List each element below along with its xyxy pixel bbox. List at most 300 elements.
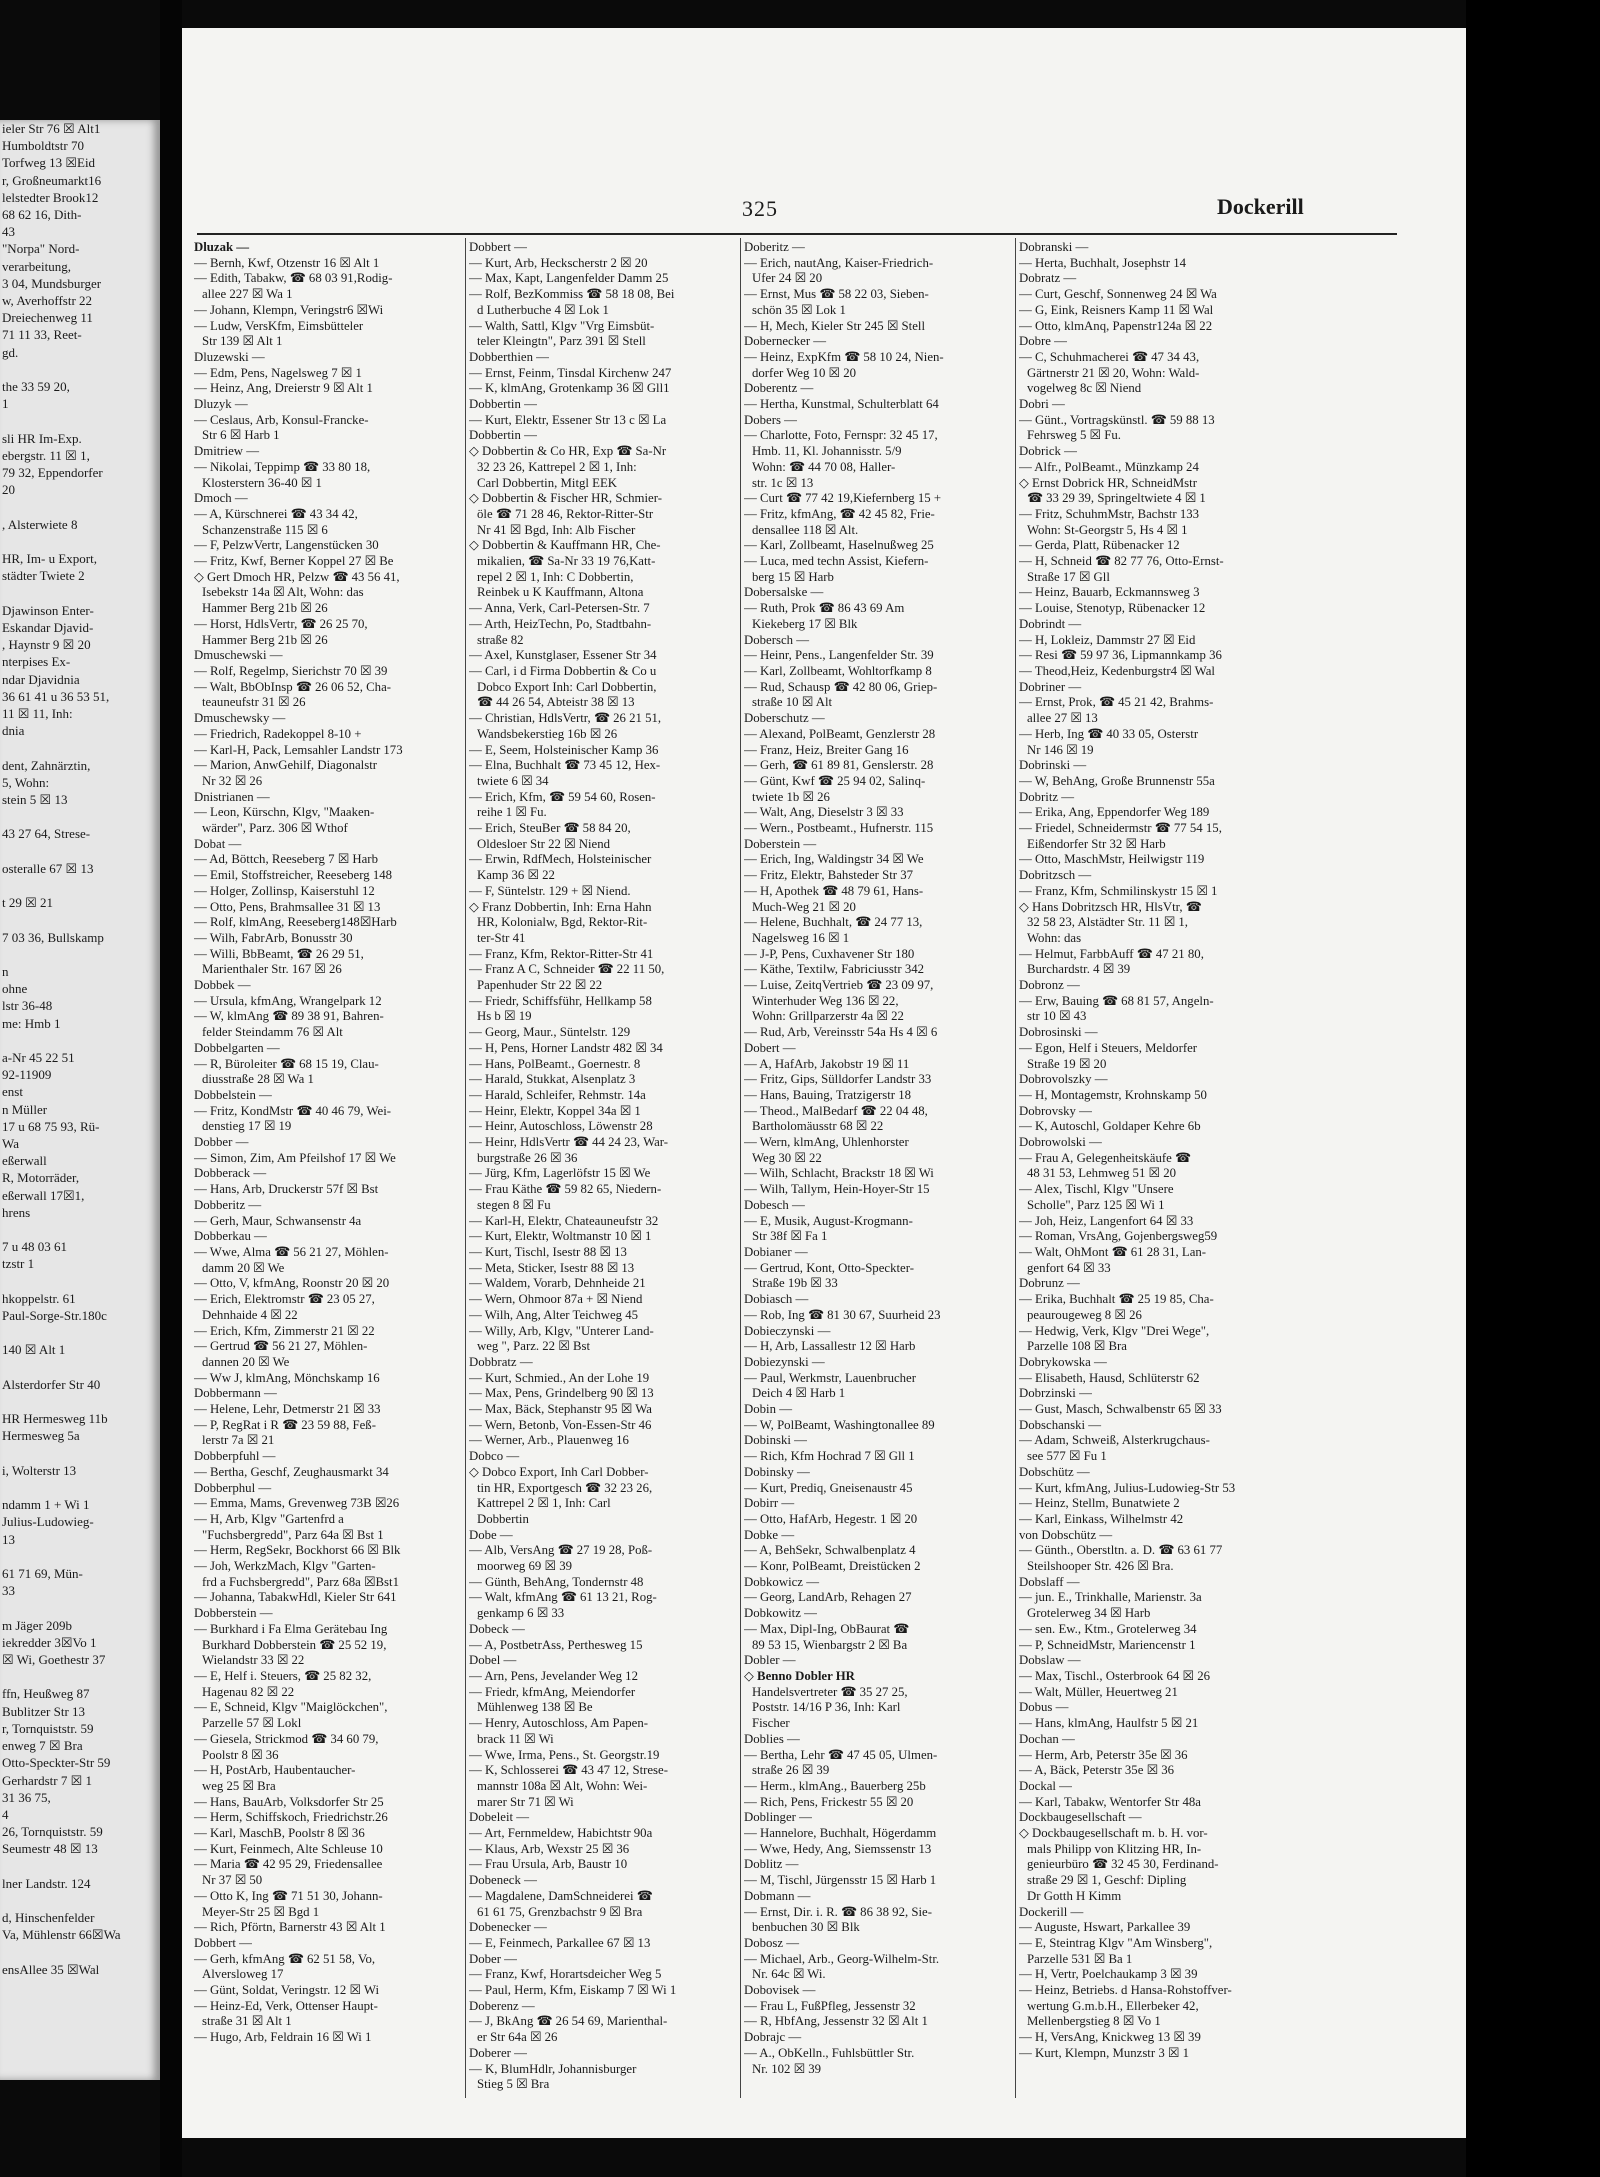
directory-entry-line: — H, Vertr, Poelchaukamp 3 ☒ 39 bbox=[1019, 1967, 1198, 1982]
directory-entry-line: felder Steindamm 76 ☒ Alt bbox=[202, 1025, 343, 1040]
directory-entry-line: Str 139 ☒ Alt 1 bbox=[202, 334, 283, 349]
directory-entry-line: Dobslaff — bbox=[1019, 1574, 1080, 1589]
directory-entry-line: — Arth, HeizTechn, Po, Stadtbahn- bbox=[469, 616, 652, 631]
directory-entry-line: stegen 8 ☒ Fu bbox=[477, 1197, 551, 1212]
directory-entry-line: — Paul, Werkmstr, Lauenbrucher bbox=[744, 1370, 916, 1385]
directory-entry-line: — Ernst, Dir. i. R. ☎ 86 38 92, Sie- bbox=[744, 1904, 932, 1919]
directory-entry-line: Deich 4 ☒ Harb 1 bbox=[752, 1386, 846, 1401]
directory-entry-line: — Kurt, Klempn, Munzstr 3 ☒ 1 bbox=[1019, 2045, 1189, 2060]
directory-entry-line: Dobberack — bbox=[194, 1166, 267, 1181]
directory-entry-line: Dobovisek — bbox=[744, 1983, 816, 1998]
facing-page-line: 3 04, Mundsburger bbox=[2, 275, 102, 291]
facing-page-line bbox=[0, 1032, 160, 1049]
directory-entry-line: — Erich, Ing, Waldingstr 34 ☒ We bbox=[744, 852, 924, 867]
directory-entry-line: — Rud, Schausp ☎ 42 80 06, Griep- bbox=[744, 679, 938, 694]
directory-entry-line: — H, Arb, Lassallestr 12 ☒ Harb bbox=[744, 1339, 916, 1354]
directory-entry-line: — Ursula, kfmAng, Wrangelpark 12 bbox=[194, 993, 382, 1008]
directory-entry-line: er Str 64a ☒ 26 bbox=[477, 2030, 558, 2045]
directory-entry-line: — E, Helf i. Steuers, ☎ 25 82 32, bbox=[194, 1668, 372, 1683]
facing-page-line: gd. bbox=[2, 344, 19, 360]
directory-entry-line: Poolstr 8 ☒ 36 bbox=[202, 1747, 279, 1762]
facing-page-line: "Norpa" Nord- bbox=[2, 241, 80, 257]
directory-entry-line: — Heinr, HdlsVertr ☎ 44 24 23, War- bbox=[469, 1135, 669, 1150]
directory-entry-line: Dr Gotth H Kimm bbox=[1027, 1888, 1122, 1903]
directory-entry-line: — Maria ☎ 42 95 29, Friedensallee bbox=[194, 1857, 383, 1872]
facing-page-line: w, Averhoffstr 22 bbox=[2, 293, 93, 309]
directory-entry-line: Wohn: das bbox=[1027, 930, 1082, 945]
directory-entry-line: — Franz, Kfm, Schmilinskystr 15 ☒ 1 bbox=[1019, 883, 1218, 898]
directory-entry-line: Dobbelstein — bbox=[194, 1087, 272, 1102]
directory-entry-line: Dobritzsch — bbox=[1019, 868, 1092, 883]
directory-entry-line: — Franz, Kfm, Rektor-Ritter-Str 41 bbox=[469, 946, 654, 961]
directory-entry-line: — A., ObKelln., Fuhlsbüttler Str. bbox=[744, 2045, 915, 2060]
directory-entry-line: — Hans, BauArb, Volksdorfer Str 25 bbox=[194, 1794, 384, 1809]
directory-entry-line: — Helene, Lehr, Detmerstr 21 ☒ 33 bbox=[194, 1402, 381, 1417]
directory-entry-line: Nr. 64c ☒ Wi. bbox=[752, 1967, 826, 1982]
directory-entry-line: burgstraße 26 ☒ 36 bbox=[477, 1150, 578, 1165]
facing-page-line: a-Nr 45 22 51 bbox=[2, 1049, 75, 1065]
directory-entry-line: — Rich, Pförtn, Barnerstr 43 ☒ Alt 1 bbox=[194, 1920, 386, 1935]
directory-entry-line: — Friedel, Schneidermstr ☎ 77 54 15, bbox=[1019, 821, 1222, 836]
directory-entry-line: Straße 19 ☒ 20 bbox=[1027, 1056, 1107, 1071]
directory-entry-line: — Rolf, klmAng, Reeseberg148☒Harb bbox=[194, 915, 397, 930]
directory-entry-line: — J-P, Pens, Cuxhavener Str 180 bbox=[744, 946, 915, 961]
directory-entry-line: — W, klmAng ☎ 89 38 91, Bahren- bbox=[194, 1009, 384, 1024]
directory-entry-line: HR, Kolonialw, Bgd, Rektor-Rit- bbox=[477, 915, 648, 930]
facing-page-line: Hermesweg 5a bbox=[2, 1428, 80, 1444]
directory-entry-line: — Fritz, Elektr, Bahsteder Str 37 bbox=[744, 868, 914, 883]
directory-entry-line: — Georg, LandArb, Rehagen 27 bbox=[744, 1590, 912, 1605]
directory-entry-line: — E, Seem, Holsteinischer Kamp 36 bbox=[469, 742, 659, 757]
directory-entry-line: — Frau A, Gelegenheitskäufe ☎ bbox=[1019, 1150, 1191, 1165]
directory-entry-line: Dobosz — bbox=[744, 1935, 800, 1950]
directory-entry-line: — Rud, Arb, Vereinsstr 54a Hs 4 ☒ 6 bbox=[744, 1025, 938, 1040]
directory-entry-line: — Walt, Ang, Dieselstr 3 ☒ 33 bbox=[744, 805, 904, 820]
directory-entry-line: — Wern, Betonb, Von-Essen-Str 46 bbox=[469, 1417, 652, 1432]
facing-page-line: sli HR Im-Exp. bbox=[2, 430, 82, 446]
directory-entry-line: — Otto, V, kfmAng, Roonstr 20 ☒ 20 bbox=[194, 1276, 390, 1291]
directory-entry-line: marer Str 71 ☒ Wi bbox=[477, 1794, 574, 1809]
directory-entry-line: — Max, Dipl-Ing, ObBaurat ☎ bbox=[744, 1621, 910, 1636]
directory-entry-line: Dobco — bbox=[469, 1449, 520, 1464]
directory-entry-line: Straße 19b ☒ 33 bbox=[752, 1276, 838, 1291]
directory-entry-line: — Ernst, Mus ☎ 58 22 03, Sieben- bbox=[744, 287, 929, 302]
facing-page-line: Va, Mühlenstr 66☒Wa bbox=[2, 1927, 121, 1943]
facing-page-line: 43 27 64, Strese- bbox=[2, 826, 91, 842]
directory-entry-line: Dobersalske — bbox=[744, 585, 824, 600]
directory-entry-line: 32 23 26, Kattrepel 2 ☒ 1, Inh: bbox=[477, 459, 637, 474]
directory-entry-line: Dobeleit — bbox=[469, 1810, 530, 1825]
directory-entry-line: — Gertrud, Kont, Otto-Speckter- bbox=[744, 1260, 914, 1275]
directory-entry-line: Doblinger — bbox=[744, 1810, 812, 1825]
facing-page-line: 1 bbox=[2, 396, 9, 412]
directory-entry-line: — Gerh, Maur, Schwansenstr 4a bbox=[194, 1213, 362, 1228]
directory-entry-line: — Max, Kapt, Langenfelder Damm 25 bbox=[469, 271, 669, 286]
directory-entry-line: — Fritz, SchuhmMstr, Bachstr 133 bbox=[1019, 506, 1200, 521]
directory-entry-line: Dobschanski — bbox=[1019, 1417, 1102, 1432]
directory-entry-line: Dobbelgarten — bbox=[194, 1040, 280, 1055]
directory-entry-line: — K, klmAng, Grotenkamp 36 ☒ Gll1 bbox=[469, 381, 670, 396]
directory-entry-line: Nr 32 ☒ 26 bbox=[202, 773, 263, 788]
directory-entry-line: Nr 41 ☒ Bgd, Inh: Alb Fischer bbox=[477, 522, 636, 537]
facing-page-line bbox=[0, 533, 160, 550]
facing-page-line bbox=[0, 877, 160, 894]
directory-entry-line: — Wern, Ohmoor 87a + ☒ Niend bbox=[469, 1292, 643, 1307]
directory-entry-line: — P, RegRat i R ☎ 23 59 88, Feß- bbox=[194, 1417, 376, 1432]
directory-entry-line: — Erika, Buchhalt ☎ 25 19 85, Cha- bbox=[1019, 1292, 1214, 1307]
facing-page-line: Paul-Sorge-Str.180c bbox=[2, 1308, 107, 1324]
directory-entry-line: Grotelerweg 34 ☒ Harb bbox=[1027, 1606, 1151, 1621]
directory-entry-line: — Theod,Heiz, Kedenburgstr4 ☒ Wal bbox=[1019, 663, 1215, 678]
directory-entry-line: — Hedwig, Verk, Klgv "Drei Wege", bbox=[1019, 1323, 1210, 1338]
directory-entry-line: Dobe — bbox=[469, 1527, 513, 1542]
directory-entry-line: Dobschütz — bbox=[1019, 1464, 1090, 1479]
directory-entry-line: — H, VersAng, Knickweg 13 ☒ 39 bbox=[1019, 2030, 1201, 2045]
directory-entry-line: Much-Weg 21 ☒ 20 bbox=[752, 899, 856, 914]
directory-entry-line: — F, Süntelstr. 129 + ☒ Niend. bbox=[469, 883, 631, 898]
directory-entry-line: — Walth, Sattl, Klgv "Vrg Eimsbüt- bbox=[469, 318, 655, 333]
directory-entry-line: peaurougeweg 8 ☒ 26 bbox=[1027, 1307, 1142, 1322]
directory-entry-line: Dobrosinski — bbox=[1019, 1025, 1098, 1040]
directory-entry-line: Parzelle 108 ☒ Bra bbox=[1027, 1339, 1127, 1354]
facing-page-line: the 33 59 20, bbox=[2, 379, 70, 395]
directory-entry-line: weg 25 ☒ Bra bbox=[202, 1778, 276, 1793]
directory-entry-line: straße 10 ☒ Alt bbox=[752, 695, 833, 710]
directory-entry-line: — Karl, Zollbeamt, Wohltorfkamp 8 bbox=[744, 663, 932, 678]
directory-entry-line: — Karl-H, Elektr, Chateauneufstr 32 bbox=[469, 1213, 659, 1228]
directory-entry-line: Dobritz — bbox=[1019, 789, 1075, 804]
directory-entry-line: — Ceslaus, Arb, Konsul-Francke- bbox=[194, 412, 369, 427]
directory-entry-line: Dober — bbox=[469, 1951, 517, 1966]
directory-entry-line: — Frau Ursula, Arb, Baustr 10 bbox=[469, 1857, 628, 1872]
directory-entry-line: — Georg, Maur., Süntelstr. 129 bbox=[469, 1025, 631, 1040]
facing-page-line: dnia bbox=[2, 723, 25, 739]
directory-entry-line: ◇ Gert Dmoch HR, Pelzw ☎ 43 56 41, bbox=[194, 569, 400, 584]
directory-entry-line: — A, BehSekr, Schwalbenplatz 4 bbox=[744, 1543, 916, 1558]
directory-entry-line: — M, Tischl, Jürgensstr 15 ☒ Harb 1 bbox=[744, 1873, 937, 1888]
directory-entry-line: Weg 30 ☒ 22 bbox=[752, 1150, 822, 1165]
directory-entry-line: — Art, Fernmeldew, Habichtstr 90a bbox=[469, 1826, 653, 1841]
directory-entry-line: schön 35 ☒ Lok 1 bbox=[752, 302, 846, 317]
directory-entry-line: Dobrick — bbox=[1019, 444, 1077, 459]
directory-entry-line: Dobberphul — bbox=[194, 1480, 272, 1495]
directory-entry-line: — Heinz, Ang, Dreierstr 9 ☒ Alt 1 bbox=[194, 381, 373, 396]
directory-entry-line: — Heinz, ExpKfm ☎ 58 10 24, Nien- bbox=[744, 349, 944, 364]
directory-entry-line: Dobersch — bbox=[744, 632, 810, 647]
directory-entry-line: Dobronz — bbox=[1019, 978, 1080, 993]
facing-page-line: i, Wolterstr 13 bbox=[2, 1462, 77, 1478]
directory-entry-line: Parzelle 57 ☒ Lokl bbox=[202, 1716, 302, 1731]
directory-entry-line: Parzelle 531 ☒ Ba 1 bbox=[1027, 1951, 1133, 1966]
facing-page-line: ffn, Heußweg 87 bbox=[2, 1686, 90, 1702]
directory-entry-line: Carl Dobbertin, Mitgl EEK bbox=[477, 475, 618, 490]
facing-page-line: Djawinson Enter- bbox=[2, 602, 94, 618]
directory-entry-line: mannstr 108a ☒ Alt, Wohn: Wei- bbox=[477, 1778, 648, 1793]
directory-entry-line: Dobrovolszky — bbox=[1019, 1072, 1108, 1087]
facing-page-line: 7 u 48 03 61 bbox=[2, 1239, 67, 1255]
directory-entry-line: Doberentz — bbox=[744, 381, 814, 396]
directory-entry-line: Dobratz — bbox=[1019, 271, 1077, 286]
directory-entry-line: ◇ Benno Dobler HR bbox=[744, 1668, 855, 1683]
facing-page-line bbox=[0, 584, 160, 601]
directory-column-1 bbox=[194, 240, 464, 2100]
facing-page-line: Eskandar Djavid- bbox=[2, 619, 94, 635]
directory-entry-line: — Günt, Soldat, Veringstr. 12 ☒ Wi bbox=[194, 1983, 380, 1998]
directory-entry-line: — E, Musik, August-Krogmann- bbox=[744, 1213, 913, 1228]
directory-entry-line: ◇ Dobbertin & Kauffmann HR, Che- bbox=[469, 538, 661, 553]
directory-entry-line: Dobranski — bbox=[1019, 240, 1089, 254]
directory-page bbox=[182, 28, 1466, 2138]
directory-entry-line: teler Kleingtn", Parz 391 ☒ Stell bbox=[477, 334, 646, 349]
directory-entry-line: — Hannelore, Buchhalt, Högerdamm bbox=[744, 1826, 937, 1841]
directory-entry-line: str. 1c ☒ 13 bbox=[752, 475, 814, 490]
directory-entry-line: Nr 37 ☒ 50 bbox=[202, 1873, 263, 1888]
directory-entry-line: — Magdalene, DamSchneiderei ☎ bbox=[469, 1888, 653, 1903]
directory-entry-line: ◇ Dobbertin & Co HR, Exp ☎ Sa-Nr bbox=[469, 444, 667, 459]
directory-entry-line: — Friedr, kfmAng, Meiendorfer bbox=[469, 1684, 636, 1699]
directory-entry-line: Doberstein — bbox=[744, 836, 817, 851]
directory-entry-line: — Luise, ZeitqVertrieb ☎ 23 09 97, bbox=[744, 978, 934, 993]
directory-entry-line: — Elna, Buchhalt ☎ 73 45 12, Hex- bbox=[469, 758, 661, 773]
directory-entry-line: — Frau L, FußPfleg, Jessenstr 32 bbox=[744, 1998, 916, 2013]
directory-entry-line: — Luca, med techn Assist, Kiefern- bbox=[744, 554, 929, 569]
directory-entry-line: Dobbertin — bbox=[469, 397, 537, 412]
directory-entry-line: — Alfr., PolBeamt., Münzkamp 24 bbox=[1019, 459, 1199, 474]
directory-entry-line: — Ww J, klmAng, Mönchskamp 16 bbox=[194, 1370, 380, 1385]
directory-column-3 bbox=[744, 240, 1014, 2100]
directory-entry-line: — Curt, Geschf, Sonnenweg 24 ☒ Wa bbox=[1019, 287, 1217, 302]
facing-page-line: r, Tornquiststr. 59 bbox=[2, 1720, 94, 1736]
directory-entry-line: ◇ Dockbaugesellschaft m. b. H. vor- bbox=[1019, 1826, 1208, 1841]
directory-entry-line: Hagenau 82 ☒ 22 bbox=[202, 1684, 295, 1699]
directory-entry-line: dannen 20 ☒ We bbox=[202, 1354, 290, 1369]
facing-page-line bbox=[0, 361, 160, 378]
directory-entry-line: — H, Pens, Horner Landstr 482 ☒ 34 bbox=[469, 1040, 663, 1055]
directory-entry-line: moorweg 69 ☒ 39 bbox=[477, 1559, 572, 1574]
directory-entry-line: Klosterstern 36-40 ☒ 1 bbox=[202, 475, 322, 490]
directory-entry-line: — Burkhard i Fa Elma Gerätebau Ing bbox=[194, 1621, 388, 1636]
directory-entry-line: — Adam, Schweiß, Alsterkrugchaus- bbox=[1019, 1433, 1210, 1448]
directory-entry-line: — Curt ☎ 77 42 19,Kiefernberg 15 + bbox=[744, 491, 942, 506]
facing-page-line: 26, Tornquiststr. 59 bbox=[2, 1824, 103, 1840]
directory-entry-line: Wielandstr 33 ☒ 22 bbox=[202, 1653, 305, 1668]
facing-page-line bbox=[0, 1892, 160, 1909]
directory-entry-line: — A, Bäck, Peterstr 35e ☒ 36 bbox=[1019, 1763, 1175, 1778]
facing-page-line: osteralle 67 ☒ 13 bbox=[2, 860, 94, 876]
directory-entry-line: — Wern., Postbeamt., Hufnerstr. 115 bbox=[744, 821, 934, 836]
directory-entry-line: see 577 ☒ Fu 1 bbox=[1027, 1449, 1107, 1464]
directory-entry-line: — Herm, RegSekr, Bockhorst 66 ☒ Blk bbox=[194, 1543, 401, 1558]
directory-entry-line: Dobinsky — bbox=[744, 1464, 810, 1479]
directory-entry-line: — Hans, Bauing, Tratzigerstr 18 bbox=[744, 1087, 912, 1102]
facing-page-line: 68 62 16, Dith- bbox=[2, 207, 82, 223]
directory-entry-line: — Wilh, FabrArb, Bonusstr 30 bbox=[194, 930, 353, 945]
directory-entry-line: Doberer — bbox=[469, 2045, 527, 2060]
directory-entry-line: Steilshooper Str. 426 ☒ Bra. bbox=[1027, 1559, 1174, 1574]
directory-entry-line: Hs b ☒ 19 bbox=[477, 1009, 532, 1024]
directory-entry-line: Kattrepel 2 ☒ 1, Inh: Carl bbox=[477, 1496, 611, 1511]
directory-entry-line: Dobriner — bbox=[1019, 679, 1082, 694]
directory-entry-line: ◇ Ernst Dobrick HR, SchneidMstr bbox=[1019, 475, 1197, 490]
directory-entry-line: Stieg 5 ☒ Bra bbox=[477, 2077, 550, 2092]
directory-entry-line: — Kurt, Elektr, Essener Str 13 c ☒ La bbox=[469, 412, 667, 427]
facing-page-line: ndamm 1 + Wi 1 bbox=[2, 1497, 90, 1513]
facing-page-line: ieler Str 76 ☒ Alt1 bbox=[2, 121, 101, 136]
directory-entry-line: — Bertha, Lehr ☎ 47 45 05, Ulmen- bbox=[744, 1747, 938, 1762]
facing-page-line: Gerhardstr 7 ☒ 1 bbox=[2, 1772, 92, 1788]
directory-entry-line: — H, Lokleiz, Dammstr 27 ☒ Eid bbox=[1019, 632, 1196, 647]
facing-page-line: 11 ☒ 11, Inh: bbox=[2, 705, 73, 721]
directory-entry-line: — W, BehAng, Große Brunnenstr 55a bbox=[1019, 773, 1215, 788]
directory-entry-line: — Erich, Kfm, ☎ 59 54 60, Rosen- bbox=[469, 789, 656, 804]
directory-entry-line: — Heinz, Stellm, Bunatwiete 2 bbox=[1019, 1496, 1180, 1511]
directory-entry-line: Dehnhaide 4 ☒ 22 bbox=[202, 1307, 298, 1322]
directory-entry-line: — Karl, Einkass, Wilhelmstr 42 bbox=[1019, 1511, 1184, 1526]
facing-page-line: HR, Im- u Export, bbox=[2, 551, 97, 567]
directory-entry-line: — Elisabeth, Hausd, Schlüterstr 62 bbox=[1019, 1370, 1200, 1385]
facing-page-line: hrens bbox=[2, 1204, 31, 1220]
directory-entry-line: denstieg 17 ☒ 19 bbox=[202, 1119, 292, 1134]
directory-entry-line: — Günt., Vortragskünstl. ☎ 59 88 13 bbox=[1019, 412, 1215, 427]
facing-page-line: eßerwall 17☒1, bbox=[2, 1187, 85, 1203]
facing-page-line: tzstr 1 bbox=[2, 1256, 35, 1272]
facing-page-line: t 29 ☒ 21 bbox=[2, 895, 54, 911]
directory-entry-line: — Erw, Bauing ☎ 68 81 57, Angeln- bbox=[1019, 993, 1214, 1008]
directory-entry-line: Dockal — bbox=[1019, 1778, 1072, 1793]
directory-entry-line: straße 31 ☒ Alt 1 bbox=[202, 2014, 292, 2029]
facing-page-line: enweg 7 ☒ Bra bbox=[2, 1738, 83, 1754]
directory-entry-line: — Kurt, Arb, Heckscherstr 2 ☒ 20 bbox=[469, 255, 648, 270]
directory-entry-line: — E, Steintrag Klgv "Am Winsberg", bbox=[1019, 1935, 1213, 1950]
facing-page-line: nterpises Ex- bbox=[2, 654, 71, 670]
directory-entry-line: — Axel, Kunstglaser, Essener Str 34 bbox=[469, 648, 657, 663]
directory-entry-line: — Gust, Masch, Schwalbenstr 65 ☒ 33 bbox=[1019, 1402, 1222, 1417]
directory-entry-line: — Wwe, Alma ☎ 56 21 27, Möhlen- bbox=[194, 1245, 389, 1259]
directory-entry-line: genieurbüro ☎ 32 45 30, Ferdinand- bbox=[1027, 1857, 1219, 1872]
facing-page-line: hkoppelstr. 61 bbox=[2, 1290, 76, 1306]
directory-entry-line: straße 29 ☒ 1, Geschf: Dipling bbox=[1027, 1873, 1187, 1888]
directory-entry-line: Wohn: ☎ 44 70 08, Haller- bbox=[752, 459, 896, 474]
facing-page-line bbox=[0, 1324, 160, 1341]
facing-page-line: 79 32, Eppendorfer bbox=[2, 465, 103, 481]
facing-page-line: R, Motorräder, bbox=[2, 1170, 80, 1186]
directory-entry-line: Dobernecker — bbox=[744, 334, 827, 349]
directory-entry-line: Scholle", Parz 125 ☒ Wi 1 bbox=[1027, 1197, 1165, 1212]
directory-entry-line: teauneufstr 31 ☒ 26 bbox=[202, 695, 306, 710]
facing-page-line bbox=[0, 1944, 160, 1961]
directory-entry-line: — Walt, kfmAng ☎ 61 13 21, Rog- bbox=[469, 1590, 657, 1605]
directory-entry-line: Dobri — bbox=[1019, 397, 1065, 412]
directory-entry-line: Dochan — bbox=[1019, 1731, 1075, 1746]
directory-entry-line: — Otto, Pens, Brahmsallee 31 ☒ 13 bbox=[194, 899, 381, 914]
directory-entry-line: — Walt, OhMont ☎ 61 28 31, Lan- bbox=[1019, 1245, 1207, 1259]
directory-entry-line: Straße 17 ☒ Gll bbox=[1027, 569, 1110, 584]
directory-entry-line: — Holger, Zollinsp, Kaiserstuhl 12 bbox=[194, 883, 375, 898]
directory-entry-line: — Käthe, Textilw, Fabriciusstr 342 bbox=[744, 962, 925, 977]
directory-entry-line: — Michael, Arb., Georg-Wilhelm-Str. bbox=[744, 1951, 940, 1966]
directory-entry-line: Dobrindt — bbox=[1019, 616, 1082, 631]
facing-page-line bbox=[0, 1393, 160, 1410]
directory-entry-line: — Kurt, Schmied., An der Lohe 19 bbox=[469, 1370, 650, 1385]
directory-entry-line: — Hertha, Kunstmal, Schulterblatt 64 bbox=[744, 397, 939, 412]
facing-page-line bbox=[0, 1445, 160, 1462]
directory-entry-line: Dobberitz — bbox=[194, 1197, 262, 1212]
directory-entry-line: ☎ 44 26 54, Abteistr 38 ☒ 13 bbox=[477, 695, 635, 710]
directory-entry-line: Dockbaugesellschaft — bbox=[1019, 1810, 1142, 1825]
facing-page-line: 5, Wohn: bbox=[2, 774, 50, 790]
directory-entry-line: — Waldem, Vorarb, Dehnheide 21 bbox=[469, 1276, 646, 1291]
directory-entry-line: Dobco Export Inh: Carl Dobbertin, bbox=[477, 679, 657, 694]
directory-entry-line: — Heinz, Bauarb, Eckmannsweg 3 bbox=[1019, 585, 1200, 600]
directory-entry-line: — Günth., Oberstltn. a. D. ☎ 63 61 77 bbox=[1019, 1543, 1223, 1558]
directory-entry-line: — Alex, Tischl, Klgv "Unsere bbox=[1019, 1182, 1174, 1197]
directory-entry-line: — Hans, Arb, Druckerstr 57f ☒ Bst bbox=[194, 1182, 379, 1197]
directory-entry-line: — Joh, WerkzMach, Klgv "Garten- bbox=[194, 1559, 376, 1574]
facing-page-line bbox=[0, 498, 160, 515]
facing-page-line: m Jäger 209b bbox=[2, 1617, 73, 1633]
facing-page-line bbox=[0, 412, 160, 429]
facing-page-line: HR Hermesweg 11b bbox=[2, 1411, 108, 1427]
directory-column-4 bbox=[1019, 240, 1309, 2100]
directory-entry-line: — H, Montagemstr, Krohnskamp 50 bbox=[1019, 1087, 1207, 1102]
column-divider bbox=[740, 238, 741, 2098]
directory-entry-line: — Alb, VersAng ☎ 27 19 28, Poß- bbox=[469, 1543, 653, 1558]
directory-entry-line: — Arn, Pens, Jevelander Weg 12 bbox=[469, 1668, 638, 1683]
directory-entry-line: ☎ 33 29 39, Springeltwiete 4 ☒ 1 bbox=[1027, 491, 1206, 506]
facing-page-line: 140 ☒ Alt 1 bbox=[2, 1342, 66, 1358]
directory-entry-line: — Ad, Böttch, Reeseberg 7 ☒ Harb bbox=[194, 852, 378, 867]
directory-entry-line: damm 20 ☒ We bbox=[202, 1260, 285, 1275]
directory-entry-line: — Helmut, FarbbAuff ☎ 47 21 80, bbox=[1019, 946, 1204, 961]
directory-entry-line: — Wern, klmAng, Uhlenhorster bbox=[744, 1135, 909, 1150]
directory-entry-line: — Heinr, Pens., Langenfelder Str. 39 bbox=[744, 648, 934, 663]
directory-entry-line: — H, Arb, Klgv "Gartenfrd a bbox=[194, 1511, 344, 1526]
directory-entry-line: — Henry, Autoschloss, Am Papen- bbox=[469, 1716, 649, 1731]
directory-entry-line: Dobbratz — bbox=[469, 1354, 533, 1369]
directory-entry-line: — Harald, Schleifer, Rehmstr. 14a bbox=[469, 1087, 646, 1102]
directory-entry-line: — E, Feinmech, Parkallee 67 ☒ 13 bbox=[469, 1935, 651, 1950]
directory-entry-line: Papenhuder Str 22 ☒ 22 bbox=[477, 978, 603, 993]
directory-entry-line: — Emma, Mams, Grevenweg 73B ☒26 bbox=[194, 1496, 400, 1511]
directory-entry-line: Dluzyk — bbox=[194, 397, 248, 412]
directory-entry-line: — A, HafArb, Jakobstr 19 ☒ 11 bbox=[744, 1056, 910, 1071]
directory-entry-line: Handelsvertreter ☎ 35 27 25, bbox=[752, 1684, 908, 1699]
directory-entry-line: — P, SchneidMstr, Mariencenstr 1 bbox=[1019, 1637, 1196, 1652]
column-divider bbox=[465, 238, 466, 2098]
facing-page-line bbox=[0, 1599, 160, 1616]
directory-entry-line: — H, Apothek ☎ 48 79 61, Hans- bbox=[744, 883, 924, 898]
facing-page-line: Alsterdorfer Str 40 bbox=[2, 1376, 101, 1392]
directory-entry-line: mals Philipp von Klitzing HR, In- bbox=[1027, 1841, 1202, 1856]
directory-entry-line: densallee 118 ☒ Alt. bbox=[752, 522, 859, 537]
directory-entry-line: Dobiasch — bbox=[744, 1292, 809, 1307]
directory-entry-line: — Friedrich, Radekoppel 8-10 + bbox=[194, 726, 362, 741]
directory-entry-line: — Otto, MaschMstr, Heilwigstr 119 bbox=[1019, 852, 1205, 867]
directory-entry-line: Dobrykowska — bbox=[1019, 1354, 1107, 1369]
directory-entry-line: Dobiezynski — bbox=[744, 1354, 825, 1369]
directory-entry-line: — Karl, MaschB, Poolstr 8 ☒ 36 bbox=[194, 1826, 365, 1841]
page-number: 325 bbox=[742, 196, 778, 221]
directory-entry-line: — Otto, HafArb, Hegestr. 1 ☒ 20 bbox=[744, 1511, 918, 1526]
directory-entry-line: — Rich, Kfm Hochrad 7 ☒ Gll 1 bbox=[744, 1449, 915, 1464]
directory-entry-line: — Max, Pens, Grindelberg 90 ☒ 13 bbox=[469, 1386, 654, 1401]
facing-page-line: 31 36 75, bbox=[2, 1789, 51, 1805]
directory-entry-line: "Fuchsbergredd", Parz 64a ☒ Bst 1 bbox=[202, 1527, 384, 1542]
directory-entry-line: Doberenz — bbox=[469, 1998, 535, 2013]
directory-entry-line: Doberitz — bbox=[744, 240, 805, 254]
facing-page-line bbox=[0, 1548, 160, 1565]
directory-entry-line: — jun. E., Trinkhalle, Marienstr. 3a bbox=[1019, 1590, 1202, 1605]
